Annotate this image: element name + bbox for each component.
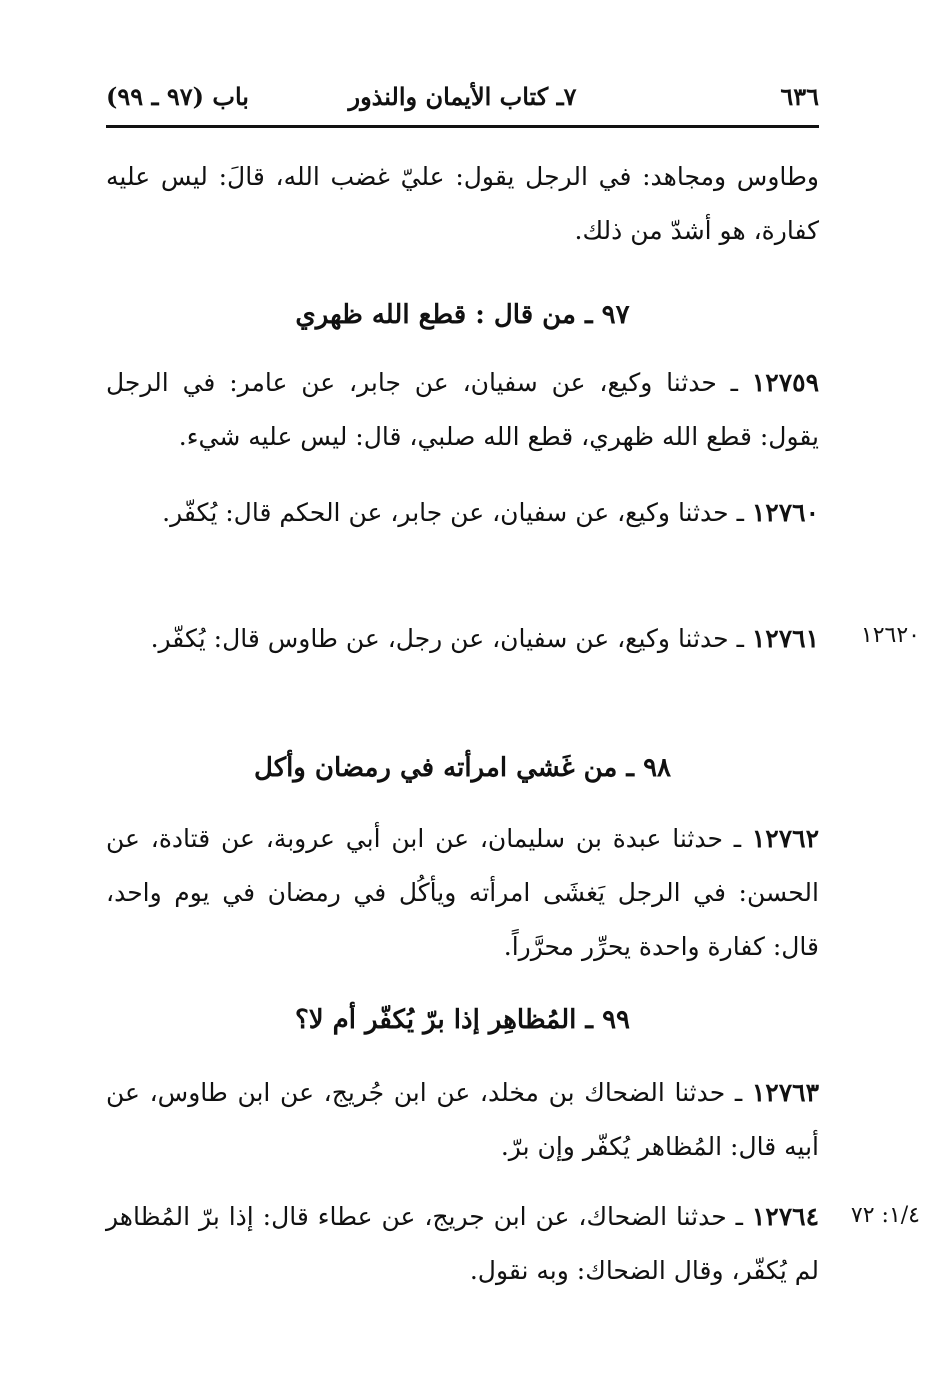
section-heading-98: ٩٨ ـ من غَشي امرأته في رمضان وأكل xyxy=(254,753,671,783)
hadith-text: ـ حدثنا وكيع، عن سفيان، عن جابر، عن الحكم قال: يُكفّر. xyxy=(162,498,752,527)
hadith-12761 xyxy=(106,612,819,666)
hadith-text: ـ حدثنا الضحاك، عن ابن جريج، عن عطاء قال: إذا برّ المُظاهر لم يُكفّر، وقال الضحاك: وبه نقول. xyxy=(106,1202,819,1285)
chapter-range: باب (٩٧ ـ ٩٩) xyxy=(106,82,249,111)
hadith-number: ١٢٧٦٤ xyxy=(751,1202,819,1231)
hadith-number: ١٢٧٦٢ xyxy=(751,824,819,853)
hadith-12759 xyxy=(106,356,819,464)
hadith-text: ـ حدثنا وكيع، عن سفيان، عن جابر، عن عامر: في الرجل يقول: قطع الله ظهري، قطع الله صلبي، قال: ليس عليه شيء. xyxy=(106,368,819,451)
margin-volume-reference: ١/٤: ٧٢ xyxy=(850,1203,920,1228)
hadith-text: ـ حدثنا الضحاك بن مخلد، عن ابن جُريج، عن ابن طاوس، عن أبيه قال: المُظاهر يُكفّر وإن برّ. xyxy=(106,1078,819,1161)
hadith-12760 xyxy=(106,486,819,540)
header-rule xyxy=(106,125,819,128)
hadith-number: ١٢٧٦٣ xyxy=(751,1078,819,1107)
section-heading-99: ٩٩ ـ المُظاهِر إذا برّ يُكفّر أم لا؟ xyxy=(294,1005,631,1035)
hadith-12762 xyxy=(106,812,819,974)
hadith-text: ـ حدثنا وكيع، عن سفيان، عن رجل، عن طاوس قال: يُكفّر. xyxy=(150,624,752,653)
margin-cross-reference: ١٢٦٢٠ xyxy=(860,623,920,648)
hadith-number: ١٢٧٦٠ xyxy=(751,498,819,527)
hadith-12763 xyxy=(106,1066,819,1174)
hadith-number: ١٢٧٥٩ xyxy=(751,368,819,397)
book-title: ٧ـ كتاب الأيمان والنذور xyxy=(348,82,577,111)
running-header xyxy=(106,82,819,122)
intro-paragraph: وطاوس ومجاهد: في الرجل يقول: عليّ غضب الله، قالَ: ليس عليه كفارة، هو أشدّ من ذلك. xyxy=(106,162,819,245)
hadith-12764 xyxy=(106,1190,819,1298)
page-number: ٦٣٦ xyxy=(780,82,819,111)
section-heading-97: ٩٧ ـ من قال : قطع الله ظهري xyxy=(295,300,630,330)
hadith-text: ـ حدثنا عبدة بن سليمان، عن ابن أبي عروبة، عن قتادة، عن الحسن: في الرجل يَغشَى امرأته ويأكُل في رمضان في يوم واحد، قال: كفارة واحدة يحرِّر محرَّراً. xyxy=(106,824,819,961)
hadith-number: ١٢٧٦١ xyxy=(751,624,819,653)
